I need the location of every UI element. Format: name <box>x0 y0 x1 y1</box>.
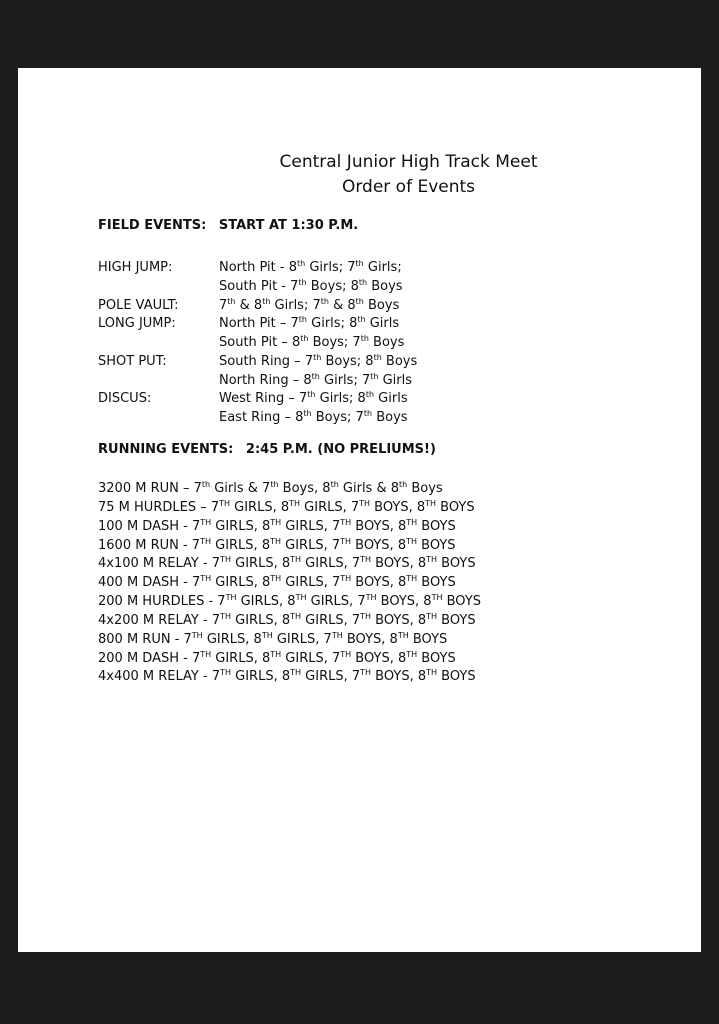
running-events-start-time: 2:45 P.M. (NO PRELIUMS!) <box>245 442 436 457</box>
running-event-row: 3200 M RUN – 7th Girls & 7th Boys, 8th Girls & 8th Boys <box>98 480 443 496</box>
running-events-label: RUNNING EVENTS: <box>98 442 234 457</box>
field-event-row <box>98 334 417 353</box>
field-event-name: HIGH JUMP: <box>98 260 173 275</box>
field-event-name <box>98 334 219 353</box>
field-event-name <box>98 372 219 391</box>
running-event-row: 800 M RUN - 7TH GIRLS, 8TH GIRLS, 7TH BOYS, 8TH BOYS <box>98 630 448 647</box>
field-event-detail: South Pit - 7th Boys; 8th Boys <box>219 277 403 294</box>
field-event-row <box>98 259 417 278</box>
field-event-row <box>98 315 417 334</box>
document-title <box>67 150 719 200</box>
field-event-name: LONG JUMP: <box>98 316 176 332</box>
field-event-row <box>98 297 417 316</box>
running-events-heading <box>98 442 436 457</box>
field-event-row <box>98 390 417 409</box>
field-event-name: POLE VAULT: <box>98 297 179 313</box>
field-events-heading <box>98 218 358 233</box>
field-event-row <box>98 353 417 372</box>
field-event-detail: North Pit – 7th Girls; 8th Girls <box>219 315 400 332</box>
field-event-detail: West Ring – 7th Girls; 8th Girls <box>219 390 408 407</box>
field-events-start-time: START AT 1:30 P.M. <box>218 218 359 233</box>
title-line-1: Central Junior High Track Meet <box>279 152 538 172</box>
running-event-row: 1600 M RUN - 7TH GIRLS, 8TH GIRLS, 7TH BOYS, 8TH BOYS <box>98 536 456 553</box>
running-event-row: 4x100 M RELAY - 7TH GIRLS, 8TH GIRLS, 7TH BOYS, 8TH BOYS <box>98 555 476 572</box>
field-event-detail: South Ring – 7th Boys; 8th Boys <box>219 352 418 369</box>
running-event-row: 200 M HURDLES - 7TH GIRLS, 8TH GIRLS, 7TH BOYS, 8TH BOYS <box>98 593 482 610</box>
field-event-name <box>98 409 219 428</box>
running-event-row: 75 M HURDLES – 7TH GIRLS, 8TH GIRLS, 7TH BOYS, 8TH BOYS <box>98 498 475 515</box>
field-event-detail: East Ring – 8th Boys; 7th Boys <box>219 409 408 425</box>
running-events-list <box>98 480 481 687</box>
field-event-name: DISCUS: <box>98 391 152 407</box>
field-event-row <box>98 278 417 297</box>
field-events-label: FIELD EVENTS: <box>98 218 207 233</box>
field-event-detail: North Pit - 8th Girls; 7th Girls; <box>219 259 402 275</box>
running-event-row: 4x200 M RELAY - 7TH GIRLS, 8TH GIRLS, 7TH BOYS, 8TH BOYS <box>98 611 476 628</box>
field-event-detail: North Ring – 8th Girls; 7th Girls <box>219 371 413 388</box>
field-event-name: SHOT PUT: <box>98 353 167 369</box>
field-event-name <box>98 278 219 297</box>
field-events-list <box>98 259 417 428</box>
document-page <box>18 68 701 952</box>
running-event-row: 200 M DASH - 7TH GIRLS, 8TH GIRLS, 7TH BOYS, 8TH BOYS <box>98 649 456 666</box>
running-event-row: 100 M DASH - 7TH GIRLS, 8TH GIRLS, 7TH BOYS, 8TH BOYS <box>98 517 456 534</box>
running-event-row: 4x400 M RELAY - 7TH GIRLS, 8TH GIRLS, 7TH BOYS, 8TH BOYS <box>98 668 476 685</box>
title-line-2: Order of Events <box>341 177 476 197</box>
field-event-row <box>98 409 417 428</box>
field-event-detail: 7th & 8th Girls; 7th & 8th Boys <box>219 296 400 313</box>
field-event-detail: South Pit – 8th Boys; 7th Boys <box>219 334 405 350</box>
field-event-row <box>98 372 417 391</box>
running-event-row: 400 M DASH - 7TH GIRLS, 8TH GIRLS, 7TH BOYS, 8TH BOYS <box>98 574 456 591</box>
